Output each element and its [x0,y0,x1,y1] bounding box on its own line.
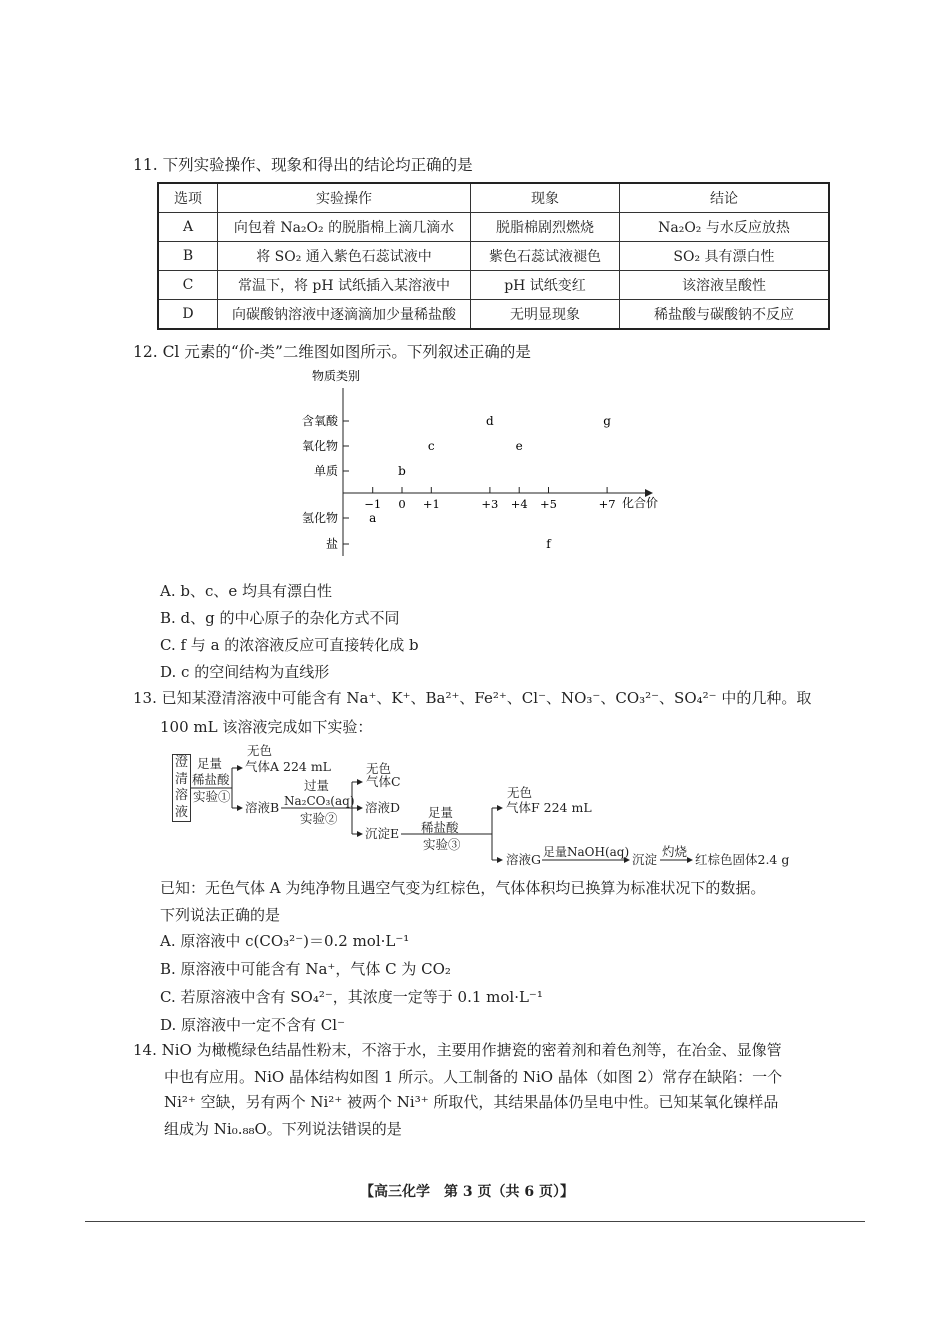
point-label-c: c [427,439,435,453]
q13-known: 已知：无色气体 A 为纯净物且遇空气变为红棕色，气体体积均已换算为标准状况下的数据。 [160,879,766,897]
flow-step1-reagent: 足量 [197,756,223,771]
y-tick-label: 盐 [325,537,338,551]
cell: Na₂O₂ 与水反应放热 [620,213,830,242]
cell: D [158,300,218,330]
header-conclusion: 结论 [620,183,830,213]
x-tick-label: +1 [422,497,440,511]
x-tick-label: +7 [598,497,616,511]
flow-gasC-2: 气体C [366,774,401,789]
q13-option-b: B. 原溶液中可能含有 Na⁺，气体 C 为 CO₂ [160,960,451,978]
x-tick-label: +3 [481,497,499,511]
x-tick-label: +4 [510,497,528,511]
flow-solB: 溶液B [245,800,280,815]
y-tick-label: 单质 [313,464,338,478]
flow-step3-label: 实验③ [423,837,461,852]
point-label-a: a [369,511,377,525]
flow-solid: 红棕色固体2.4 g [695,852,790,867]
flow-step2-a: 过量 [304,778,330,793]
flow-pptE: 沉淀E [365,826,400,841]
flow-step1-reagent2: 稀盐酸 [192,772,230,787]
cell: C [158,271,218,300]
flow-step2-b: Na₂CO₃(aq) [284,794,355,808]
q12-option-c: C. f 与 a 的浓溶液反应可直接转化成 b [160,636,419,654]
cell: 常温下，将 pH 试纸插入某溶液中 [218,271,471,300]
cell: 向碳酸钠溶液中逐滴滴加少量稀盐酸 [218,300,471,330]
x-tick-label: −1 [364,497,382,511]
q14-line2: 中也有应用。NiO 晶体结构如图 1 所示。人工制备的 NiO 晶体（如图 2）常存在缺陷：一个 [164,1068,783,1086]
header-operation: 实验操作 [218,183,471,213]
q12-option-a: A. b、c、e 均具有漂白性 [160,582,333,600]
point-label-e: e [515,439,523,453]
point-label-b: b [398,464,406,478]
q12-option-d: D. c 的空间结构为直线形 [160,663,330,681]
q14-line4: 组成为 Ni₀.₈₈O。下列说法错误的是 [164,1120,402,1138]
flow-step1-label: 实验① [193,789,231,804]
cell: 脱脂棉剧烈燃烧 [471,213,620,242]
q12-stem: 12. Cl 元素的“价-类”二维图如图所示。下列叙述正确的是 [133,343,531,361]
flow-gasA-1: 无色 [247,743,273,758]
q14-line1: 14. NiO 为橄榄绿色结晶性粉末，不溶于水，主要用作搪瓷的密着剂和着色剂等，在冶金、显像管 [133,1041,782,1059]
q13-stem-line2: 100 mL 该溶液完成如下实验： [160,718,373,736]
footer-divider [85,1221,865,1222]
flow-gasF-2: 气体F 224 mL [506,800,592,815]
flow-step3-a: 足量 [428,805,454,820]
y-axis-label: 物质类别 [312,369,361,383]
q13-option-a: A. 原溶液中 c(CO₃²⁻)＝0.2 mol·L⁻¹ [160,932,410,950]
cell: B [158,242,218,271]
y-tick-label: 氧化物 [301,439,338,453]
flow-gasC-1: 无色 [366,761,392,776]
cell: 紫色石蕊试液褪色 [471,242,620,271]
flow-burn: 灼烧 [662,844,688,859]
flow-ppt: 沉淀 [632,852,658,867]
q13-option-d: D. 原溶液中一定不含有 Cl⁻ [160,1016,345,1034]
q14-line3: Ni²⁺ 空缺，另有两个 Ni²⁺ 被两个 Ni³⁺ 所取代，其结果晶体仍呈电中性。已知某氧化镍样品 [164,1093,779,1111]
y-tick-label: 氢化物 [301,511,338,525]
q11-stem: 11. 下列实验操作、现象和得出的结论均正确的是 [133,156,473,174]
cell: 无明显现象 [471,300,620,330]
x-axis-label: 化合价 [622,496,659,510]
flow-solG: 溶液G [506,852,541,867]
q12-option-b: B. d、g 的中心原子的杂化方式不同 [160,609,400,627]
point-label-f: f [546,537,551,551]
cell: SO₂ 具有漂白性 [620,242,830,271]
x-tick-label: 0 [398,497,406,511]
flow-step3-b: 稀盐酸 [421,820,459,835]
cell: pH 试纸变红 [471,271,620,300]
point-label-d: d [486,414,494,428]
cell: 该溶液呈酸性 [620,271,830,300]
cell: 向包着 Na₂O₂ 的脱脂棉上滴几滴水 [218,213,471,242]
flow-start-box: 澄清溶液 [172,754,191,822]
page-footer: 【高三化学 第 3 页（共 6 页）】 [360,1184,574,1200]
cell: A [158,213,218,242]
flow-naoh: 足量NaOH(aq) [543,845,630,859]
flow-solD: 溶液D [365,800,401,815]
flow-gasA-2: 气体A 224 mL [245,759,331,774]
flow-step2-label: 实验② [300,811,338,826]
q13-ask: 下列说法正确的是 [160,906,281,924]
cell: 稀盐酸与碳酸钠不反应 [620,300,830,330]
cell: 将 SO₂ 通入紫色石蕊试液中 [218,242,471,271]
q13-option-c: C. 若原溶液中含有 SO₄²⁻，其浓度一定等于 0.1 mol·L⁻¹ [160,988,543,1006]
header-option: 选项 [158,183,218,213]
flow-gasF-1: 无色 [507,785,533,800]
header-phenomenon: 现象 [471,183,620,213]
x-tick-label: +5 [540,497,557,511]
y-tick-label: 含氧酸 [301,414,338,428]
q13-stem-line1: 13. 已知某澄清溶液中可能含有 Na⁺、K⁺、Ba²⁺、Fe²⁺、Cl⁻、NO₃⁻、CO₃²⁻、SO₄²⁻ 中的几种。取 [133,689,812,707]
point-label-g: g [603,414,611,428]
